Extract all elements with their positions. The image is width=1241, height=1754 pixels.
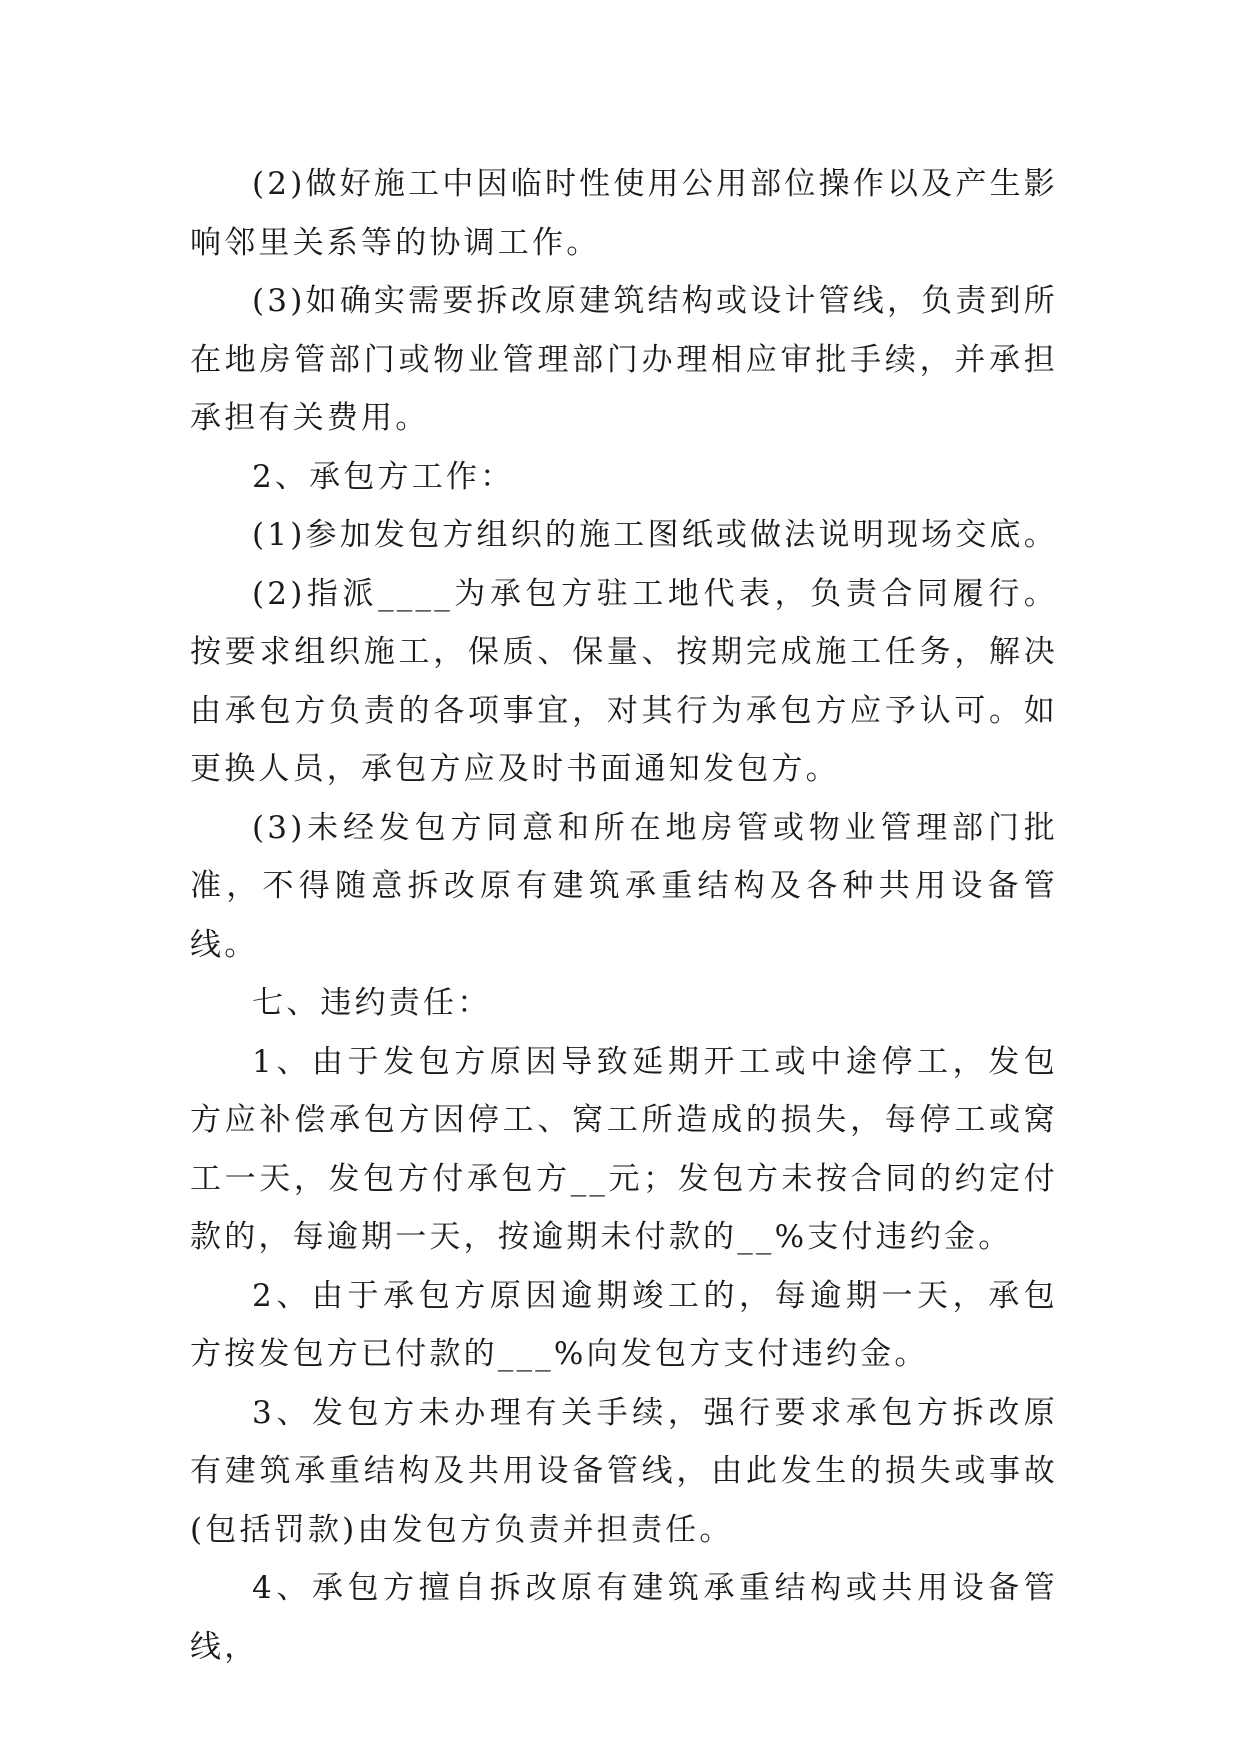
paragraph-6: (3)未经发包方同意和所在地房管或物业管理部门批准，不得随意拆改原有建筑承重结构及各种共用设备管线。 bbox=[190, 809, 1058, 963]
paragraph-10: 3、发包方未办理有关手续，强行要求承包方拆改原有建筑承重结构及共用设备管线，由此发生的损失或事故(包括罚款)由发包方负责并担责任。 bbox=[190, 1394, 1058, 1548]
paragraph-4: (1)参加发包方组织的施工图纸或做法说明现场交底。 bbox=[252, 517, 1058, 553]
paragraph-1: (2)做好施工中因临时性使用公用部位操作以及产生影响邻里关系等的协调工作。 bbox=[190, 166, 1058, 261]
paragraph-2: (3)如确实需要拆改原建筑结构或设计管线，负责到所在地房管部门或物业管理部门办理相应审批手续，并承担承担有关费用。 bbox=[190, 283, 1058, 436]
document-body bbox=[190, 155, 1058, 1676]
paragraph-7: 七、违约责任： bbox=[252, 985, 492, 1021]
paragraph-8: 1、由于发包方原因导致延期开工或中途停工，发包方应补偿承包方因停工、窝工所造成的损失，每停工或窝工一天，发包方付承包方__元；发包方未按合同的约定付款的，每逾期一天，按逾期未付款的__%支付违约金。 bbox=[190, 1043, 1058, 1255]
paragraph-9: 2、由于承包方原因逾期竣工的，每逾期一天，承包方按发包方已付款的___%向发包方支付违约金。 bbox=[190, 1277, 1058, 1372]
paragraph-5: (2)指派____为承包方驻工地代表，负责合同履行。按要求组织施工，保质、保量、按期完成施工任务，解决由承包方负责的各项事宜，对其行为承包方应予认可。如更换人员，承包方应及时书面通知发包方。 bbox=[190, 575, 1058, 787]
paragraph-11: 4、承包方擅自拆改原有建筑承重结构或共用设备管线， bbox=[190, 1570, 1058, 1665]
paragraph-3: 2、承包方工作： bbox=[252, 458, 515, 495]
